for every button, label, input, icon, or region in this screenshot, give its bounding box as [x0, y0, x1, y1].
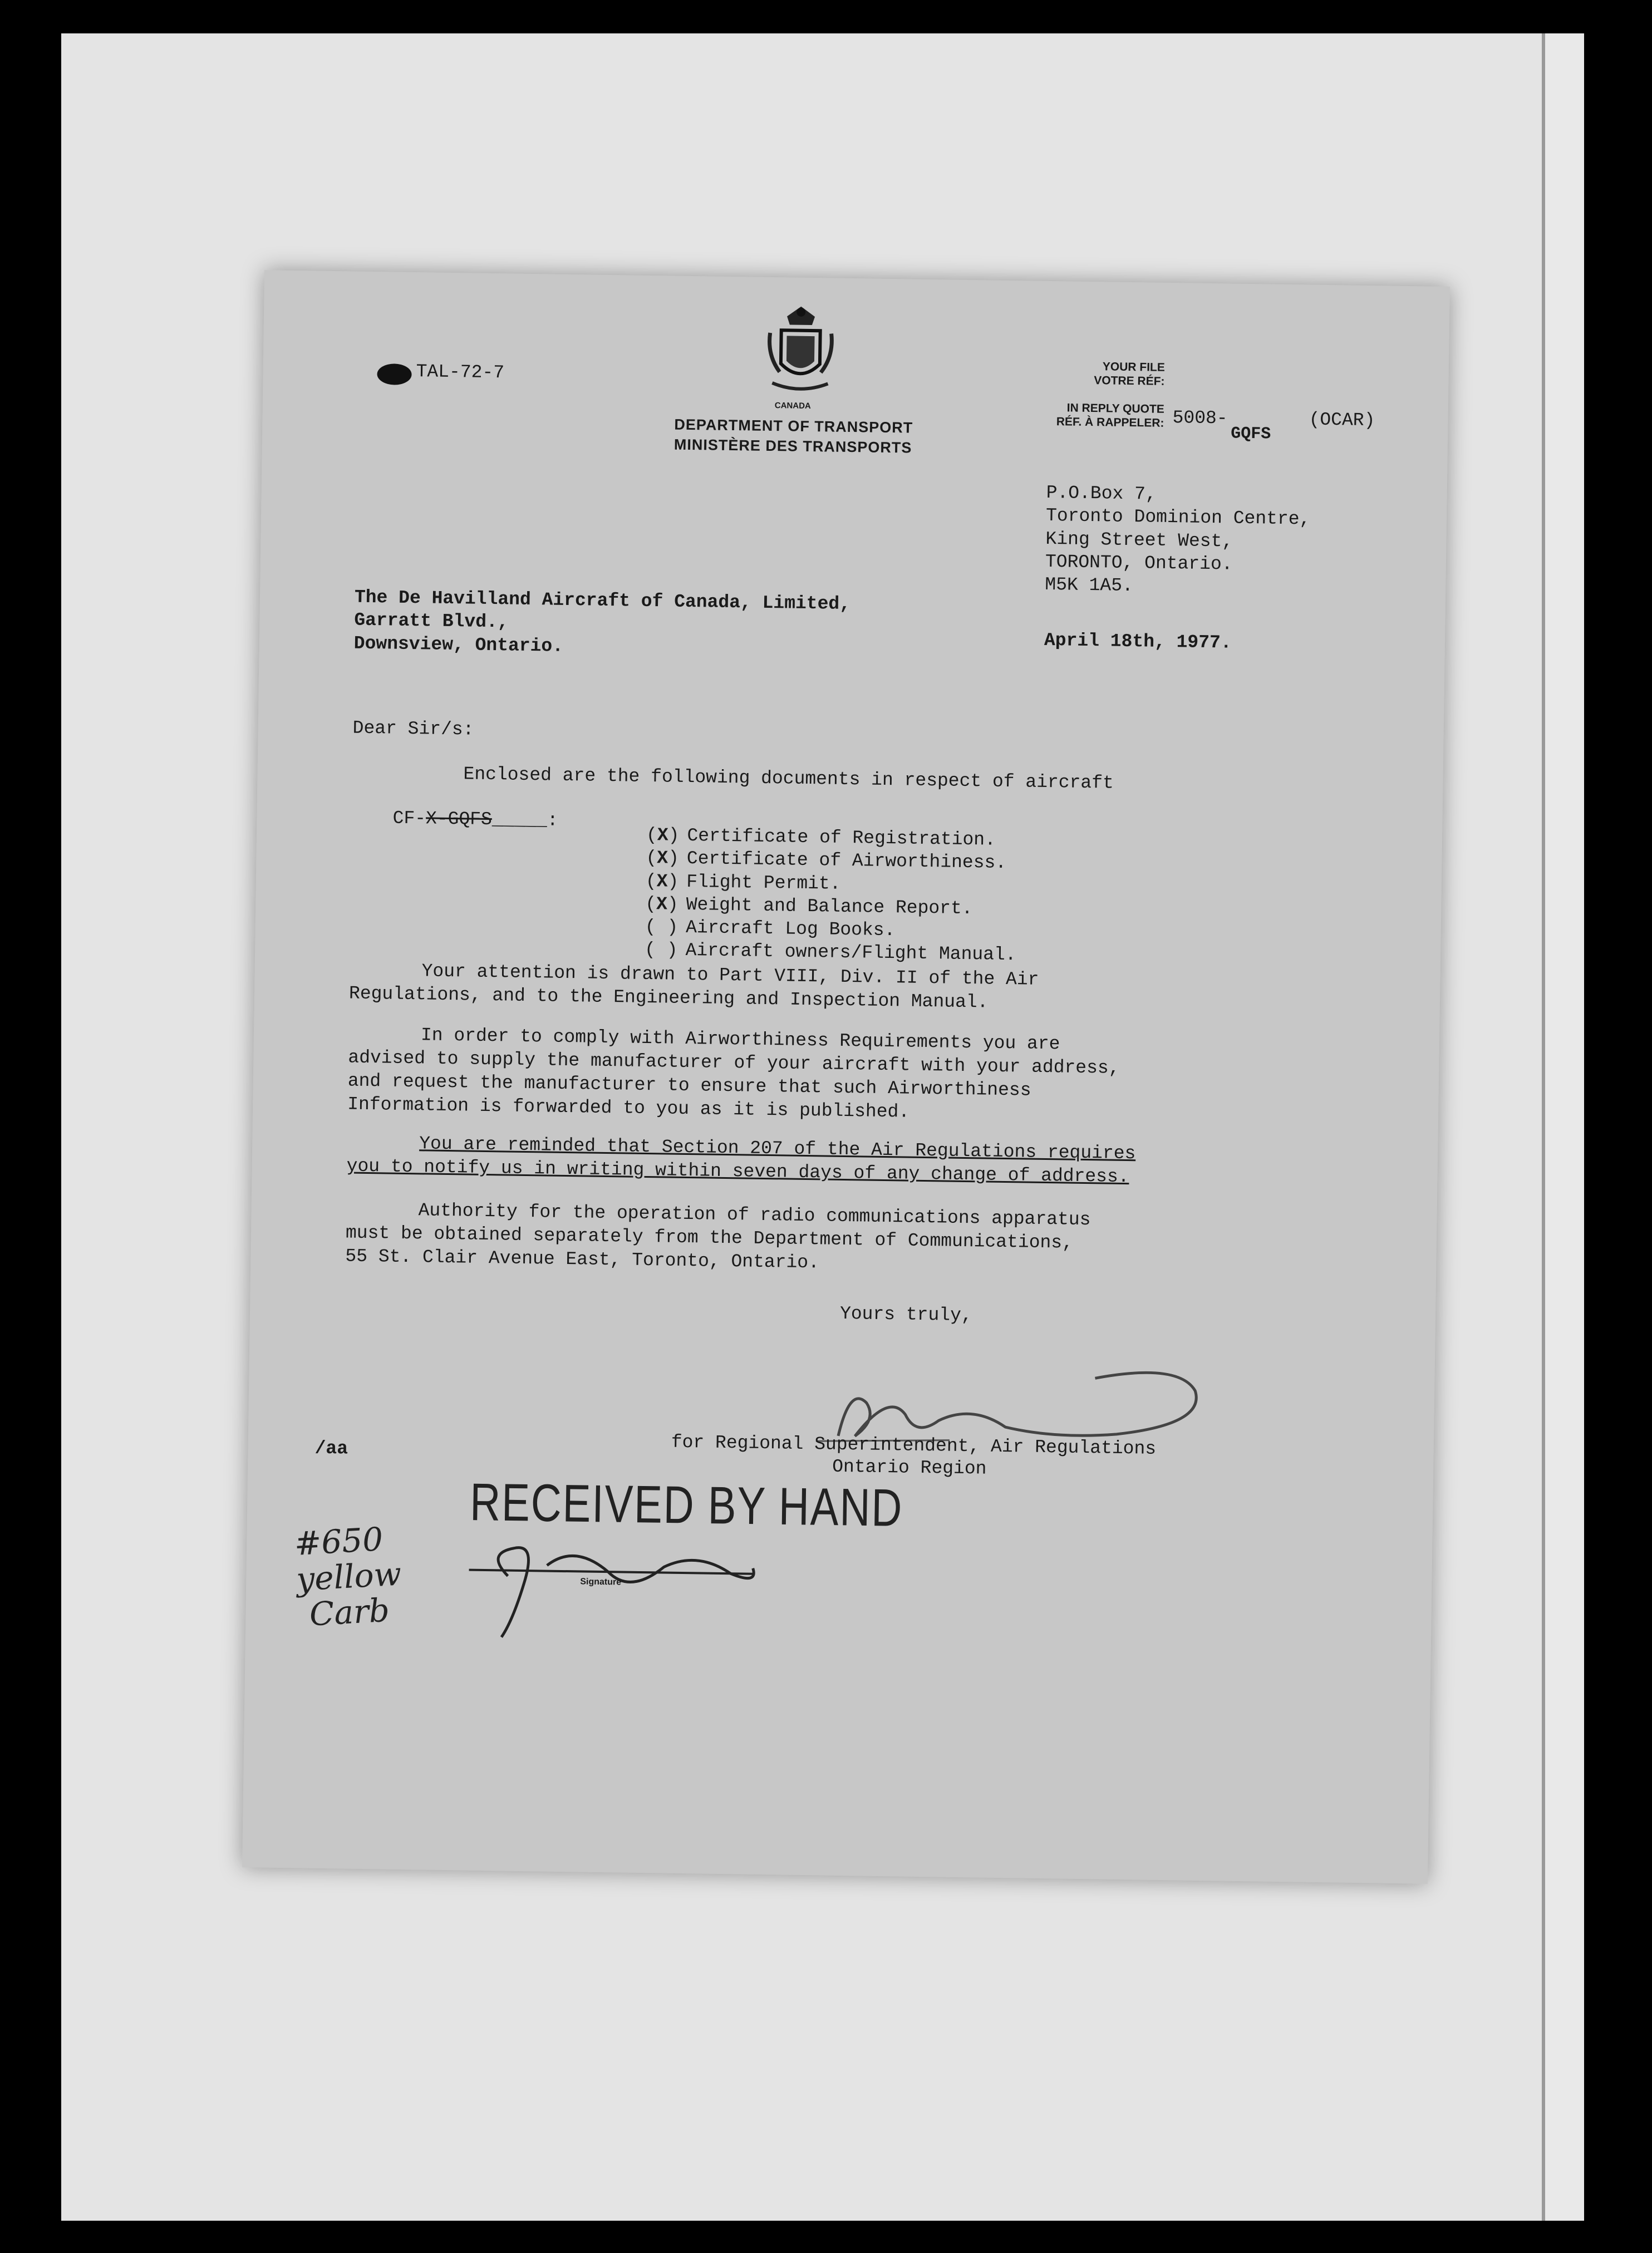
department-name-fr: MINISTÈRE DES TRANSPORTS — [673, 436, 912, 456]
checklist-item: (X) Weight and Balance Report. — [645, 893, 973, 919]
paragraph-radio-authority: Authority for the operation of radio communications apparatus must be obtained separately from the Department of Communications, 55 St. Clair Avenue East, Toronto, Ontario. — [345, 1200, 1091, 1273]
mount-edge-strip — [1542, 33, 1584, 2221]
aircraft-registration: CF-X-GQFS_____: — [392, 808, 558, 831]
received-by-hand-stamp: RECEIVED BY HAND — [469, 1473, 904, 1538]
canada-crest-icon — [764, 305, 837, 401]
typist-initials: /aa — [314, 1438, 348, 1459]
handwritten-note: #650 yellow Carb — [293, 1520, 402, 1634]
reply-reference-number: 5008- — [1172, 407, 1228, 429]
checklist-item: ( ) Aircraft Log Books. — [645, 916, 896, 941]
file-reference: TAL-72-7 — [416, 361, 505, 383]
reply-reference-code: GQFS — [1230, 424, 1271, 444]
paragraph-airworthiness: In order to comply with Airworthiness Requirements you are advised to supply the manufacturer of your aircraft with your address, and request the manufacturer to ensure that such Airworthiness Information is forwarded to you as it is published. — [347, 1025, 1120, 1123]
paragraph-change-of-address: You are reminded that Section 207 of the Air Regulations requires you to notify us in writing within seven days of any change of address. — [346, 1133, 1136, 1188]
document-checklist — [645, 824, 1018, 967]
punch-hole — [377, 363, 412, 385]
country-label: CANADA — [774, 401, 811, 411]
receiver-signature — [463, 1531, 776, 1646]
reply-quote-label: IN REPLY QUOTE RÉF. À RAPPELER: — [1056, 401, 1164, 430]
signature-line: for Regional Superintendent, Air Regulations — [671, 1432, 1157, 1459]
stamp-signature-caption: Signature — [580, 1577, 622, 1587]
closing: Yours truly, — [839, 1303, 972, 1326]
salutation: Dear Sir/s: — [352, 717, 474, 740]
letter-page — [242, 270, 1450, 1883]
letter-date: April 18th, 1977. — [1044, 629, 1232, 653]
paragraph-regulations: Your attention is drawn to Part VIII, Div. II of the Air Regulations, and to the Engineering and Inspection Manual. — [348, 961, 1039, 1013]
your-file-label: YOUR FILE VOTRE RÉF: — [1094, 360, 1166, 388]
intro-paragraph: Enclosed are the following documents in respect of aircraft — [463, 764, 1114, 794]
checklist-item: ( ) Aircraft owners/Flight Manual. — [644, 939, 1016, 966]
department-name-en: DEPARTMENT OF TRANSPORT — [674, 416, 913, 436]
signature-region: Ontario Region — [832, 1456, 987, 1479]
recipient-address: The De Havilland Aircraft of Canada, Limited, Garratt Blvd., Downsview, Ontario. — [353, 587, 851, 657]
sender-address: P.O.Box 7, Toronto Dominion Centre, King Street West, TORONTO, Ontario. M5K 1A5. — [1045, 482, 1311, 597]
checklist-item: (X) Certificate of Registration. — [646, 824, 996, 850]
checklist-item: (X) Certificate of Airworthiness. — [646, 848, 1007, 874]
reply-reference-office: (OCAR) — [1309, 409, 1375, 431]
checklist-item: (X) Flight Permit. — [645, 870, 841, 894]
